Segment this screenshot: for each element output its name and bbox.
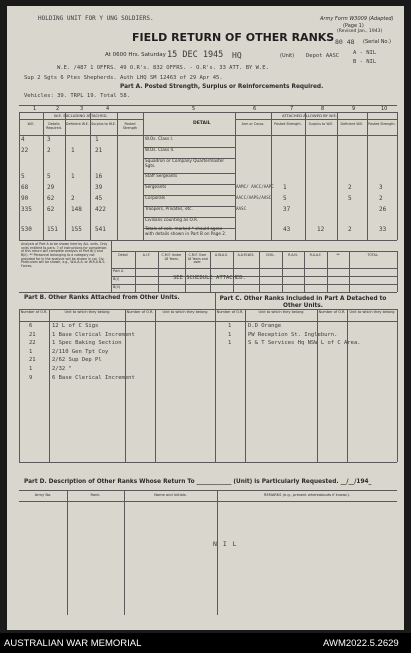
cell-c2: 5 bbox=[47, 173, 51, 180]
part-bc-rule bbox=[215, 309, 216, 462]
row-detail: Sergeants bbox=[145, 184, 167, 189]
cell-we: 530 bbox=[21, 226, 32, 233]
column-number: 8 bbox=[321, 106, 325, 112]
cell-c4: 45 bbox=[95, 195, 103, 202]
cell-c2: 62 bbox=[47, 206, 55, 213]
cell-we: 22 bbox=[21, 147, 29, 154]
analysis-rule bbox=[111, 276, 397, 277]
return-time: At 0600 Hrs. Saturday bbox=[105, 52, 166, 58]
part-b-count: 21 bbox=[29, 331, 36, 338]
we-line: W.E. /487 1 OFFRS. 49 O.R's. 832 OFFRS. - O.R's. 33 ATT. BY W.E. bbox=[57, 65, 269, 71]
cell-c4: 541 bbox=[95, 226, 106, 233]
part-bc-rule bbox=[317, 309, 318, 462]
see-schedule-stamp: SEE SCHEDULE ATTACHED. bbox=[173, 275, 246, 281]
part-c-header: Number of O.R. bbox=[318, 310, 346, 314]
cell-c4: 21 bbox=[95, 147, 103, 154]
cell-c2: 29 bbox=[47, 184, 55, 191]
analysis-rule bbox=[111, 251, 397, 252]
cell-c4: 16 bbox=[95, 173, 103, 180]
part-c-header: Unit to which they belong bbox=[349, 310, 395, 314]
footer-bar bbox=[0, 633, 411, 653]
analysis-header: R.A.N. bbox=[288, 253, 298, 257]
cell-arm: AASC bbox=[236, 206, 247, 211]
part-bc-rule bbox=[49, 309, 50, 462]
left-subheader: Deficient W.E. bbox=[66, 122, 89, 126]
column-number: 9 bbox=[352, 106, 356, 112]
cell-c10: 33 bbox=[379, 226, 387, 233]
part-c-unit: D.D Orange bbox=[248, 323, 282, 329]
analysis-header: C.M.F. Over 18 Years and over. bbox=[187, 253, 208, 265]
vehicles-line: Vehicles: 39. TRPL 19. Total 58. bbox=[24, 93, 130, 99]
part-d-header: REMARKS (e.g., present whereabouts if known). bbox=[263, 493, 351, 497]
group-attached-allowed: ATTACHED ALLOWED BY W.E. bbox=[282, 113, 338, 118]
right-subheader: Arm or Corps. bbox=[241, 122, 265, 126]
cell-we: 335 bbox=[21, 206, 32, 213]
part-b-unit: 12 L of C Sigs bbox=[52, 323, 99, 329]
analysis-header: CIVIL. bbox=[265, 253, 276, 257]
unit-heading: HOLDING UNIT FOR Y UNG SOLDIERS. bbox=[38, 15, 154, 22]
cell-c10: 3 bbox=[379, 184, 383, 191]
column-rule bbox=[90, 112, 91, 240]
serial-number: 80 48 bbox=[335, 38, 355, 46]
part-b-header: Unit to which they belong bbox=[162, 310, 208, 314]
column-rule bbox=[271, 112, 272, 240]
part-b-count: 22 bbox=[29, 340, 36, 347]
right-subheader: Surplus to W.E. bbox=[308, 122, 334, 126]
left-subheader: Details Required. bbox=[46, 122, 62, 130]
cell-c2: 151 bbox=[47, 226, 58, 233]
part-bc-rule bbox=[19, 309, 20, 462]
column-rule bbox=[117, 112, 118, 240]
left-subheader: Surplus to W.E. bbox=[91, 122, 116, 126]
serial-label: (Serial No.) bbox=[363, 39, 391, 45]
row-detail: W.Os. Class II. bbox=[145, 147, 175, 152]
row-detail: Totals of cols. marked * should agree with details shown in Part B on Page 2. bbox=[145, 226, 227, 236]
column-number: 6 bbox=[253, 106, 257, 112]
column-number: 3 bbox=[80, 106, 84, 112]
cell-we: 90 bbox=[21, 195, 29, 202]
row-detail: Civilians counting as O.R. bbox=[145, 217, 199, 222]
hq-stamp: HQ bbox=[232, 51, 242, 60]
analysis-notes: Analysis of Part A to be shown here by ALL units. Only units entitled to para. 7 of instructions for completion of this return will complete analysis of Part B(i) and B(ii). ** Personnel belonging to a category not provided for in the analysis will be shown in col. Civ. Particulars will be shown, e.g., W.A.A.A. or W.R.A.N.S. Forces. bbox=[21, 242, 108, 269]
part-b-count: 1 bbox=[29, 366, 33, 372]
analysis-header: TOTAL. bbox=[367, 253, 379, 257]
unit-label: (Unit) bbox=[280, 53, 295, 59]
cell-c9: 5 bbox=[348, 195, 352, 202]
part-d-header: Army No. bbox=[34, 493, 52, 497]
row-detail: Staff Sergeants bbox=[145, 173, 178, 178]
part-d-header: Name and Initials. bbox=[154, 493, 187, 497]
cell-c7: 43 bbox=[283, 226, 291, 233]
part-c-count: 1 bbox=[228, 340, 232, 347]
part-a-title: Part A. Posted Strength, Surplus or Reinforcements Required. bbox=[120, 84, 324, 90]
part-bc-rule bbox=[245, 309, 246, 462]
cell-c9: 2 bbox=[348, 184, 352, 191]
cell-c7: 5 bbox=[283, 195, 287, 202]
right-subheader: Posted Strength. bbox=[274, 122, 302, 126]
part-bc-rule bbox=[347, 309, 348, 462]
cell-c4: 39 bbox=[95, 184, 103, 191]
analysis-header: Detail bbox=[118, 253, 128, 257]
part-d-nil: N I L bbox=[213, 540, 238, 548]
footer-credit: AUSTRALIAN WAR MEMORIAL bbox=[4, 638, 142, 649]
army-form-label: Army Form W3009 (Adapted) bbox=[320, 16, 394, 22]
column-rule bbox=[235, 112, 236, 240]
analysis-header: ** bbox=[336, 253, 340, 257]
column-number: 4 bbox=[106, 106, 110, 112]
cell-c7: 37 bbox=[283, 206, 291, 213]
part-b-header: Number of O.R. bbox=[20, 310, 48, 314]
cell-c10: 26 bbox=[379, 206, 387, 213]
group-excluding-attached: W.E. EXCLUDING ATTACHED. bbox=[54, 113, 108, 118]
part-b-unit: 6 Base Clerical Increment bbox=[52, 374, 135, 381]
column-number: 5 bbox=[192, 106, 196, 112]
row-detail: Squadron or Company Quartermaster Sgts. bbox=[145, 158, 225, 168]
part-b-count: 21 bbox=[29, 357, 36, 364]
left-subheader: Posted Strength bbox=[122, 122, 138, 130]
part-c-count: 1 bbox=[228, 323, 232, 329]
cell-c2: 2 bbox=[47, 147, 51, 154]
form-sheet bbox=[7, 6, 404, 630]
cell-we: 5 bbox=[21, 173, 25, 180]
analysis-row-label: B(ii) bbox=[113, 285, 121, 289]
part-b-title: Part B. Other Ranks Attached from Other Units. bbox=[24, 295, 180, 301]
column-number: 7 bbox=[290, 106, 294, 112]
part-b-count: 9 bbox=[29, 374, 33, 381]
authority-line: Sup 2 Sgts 6 Ptes Shepherds. Auth LHQ SM 12463 of 29 Apr 45. bbox=[24, 75, 223, 81]
cell-c2: 62 bbox=[47, 195, 55, 202]
part-c-count: 1 bbox=[228, 331, 232, 338]
cell-arm: AACC/AAPS/AASC bbox=[236, 195, 272, 200]
page-number: (Page 1) bbox=[343, 23, 364, 29]
part-c-unit: S & T Services Hq NSW L of C Area. bbox=[248, 340, 361, 347]
analysis-header: A.I.F. bbox=[142, 253, 151, 257]
revised-date: (Revised Jan., 1943) bbox=[337, 29, 383, 34]
part-b-unit: 2/32 " bbox=[52, 366, 72, 372]
column-number: 2 bbox=[56, 106, 60, 112]
analysis-row-label: B(i) bbox=[113, 277, 120, 281]
part-b-unit: 1 Base Clerical Increment bbox=[52, 331, 135, 338]
column-rule bbox=[367, 112, 368, 240]
column-rule bbox=[65, 112, 66, 240]
part-c-header: Number of O.R. bbox=[216, 310, 244, 314]
part-bc-rule bbox=[155, 309, 156, 462]
footer-accession: AWM2022.5.2629 bbox=[323, 638, 399, 649]
cell-c8: 12 bbox=[317, 226, 325, 233]
part-b-count: 6 bbox=[29, 323, 33, 329]
column-number: 1 bbox=[33, 106, 37, 112]
analysis-rule bbox=[397, 251, 398, 292]
part-bc-rule bbox=[397, 309, 398, 462]
cell-c4: 422 bbox=[95, 206, 106, 213]
column-rule bbox=[19, 112, 20, 240]
part-b-unit: 2/62 Sup Dep Pl bbox=[52, 357, 102, 364]
cell-we: 4 bbox=[21, 136, 25, 143]
analysis-rule bbox=[111, 284, 397, 285]
cell-c3: 2 bbox=[71, 195, 75, 202]
cell-we: 68 bbox=[21, 184, 29, 191]
cell-c7: 1 bbox=[283, 184, 287, 191]
part-c-title: Part C. Other Ranks Included in Part A Detached to Other Units. bbox=[219, 296, 387, 309]
analysis-header: C.M.F. Under 18 Years. bbox=[161, 253, 182, 261]
row-detail: W.Os. Class I. bbox=[145, 136, 174, 141]
return-date: 15 DEC 1945 bbox=[167, 50, 224, 60]
column-rule bbox=[43, 112, 44, 240]
right-subheader: Posted Strength. bbox=[368, 122, 396, 126]
cell-c2: 3 bbox=[47, 136, 51, 143]
cell-arm: AAMC/ AACC/AAPC bbox=[236, 184, 274, 189]
b-nil: B - NIL bbox=[353, 59, 377, 65]
column-rule bbox=[337, 112, 338, 240]
part-d-header: Rank. bbox=[90, 493, 101, 497]
left-subheader: W.E. bbox=[27, 122, 35, 126]
detail-header: DETAIL bbox=[193, 121, 211, 126]
column-number: 10 bbox=[381, 106, 388, 112]
cell-c9: 2 bbox=[348, 226, 352, 233]
part-c-unit: PW Reception St. Ingleburn. bbox=[248, 331, 338, 338]
cell-c3: 148 bbox=[71, 206, 82, 213]
part-c-header: Unit to which they belong bbox=[258, 310, 304, 314]
cell-c4: 1 bbox=[95, 136, 99, 143]
analysis-rule bbox=[111, 268, 397, 269]
column-rule bbox=[305, 112, 306, 240]
part-b-header: Number of O.R. bbox=[126, 310, 154, 314]
part-b-count: 1 bbox=[29, 348, 33, 355]
cell-c3: 155 bbox=[71, 226, 82, 233]
a-nil: A - NIL bbox=[353, 50, 377, 56]
part-b-header: Unit to which they belong bbox=[64, 310, 110, 314]
cell-c3: 1 bbox=[71, 173, 75, 180]
analysis-header: A.W.A.S. bbox=[214, 253, 229, 257]
part-b-unit: 2/110 Gen Tpt Coy bbox=[52, 348, 109, 355]
analysis-row-label: Part A bbox=[113, 269, 124, 273]
column-rule bbox=[397, 112, 398, 240]
part-b-unit: 1 Spec Baking Section bbox=[52, 340, 122, 347]
cell-c10: 2 bbox=[379, 195, 383, 202]
part-d-title: Part D. Description of Other Ranks Whose Return To ____________ (Unit) is Particularly Requested. __/__/194_ bbox=[24, 479, 372, 485]
right-subheader: Deficient W.E. bbox=[340, 122, 364, 126]
analysis-header: R.A.A.F. bbox=[309, 253, 322, 257]
form-title: FIELD RETURN OF OTHER RANKS bbox=[132, 31, 335, 44]
analysis-header: A.A.M.W.S. bbox=[237, 253, 255, 257]
row-detail: Troopers, Privates, etc. bbox=[145, 206, 193, 211]
depot-name: Depot AASC bbox=[306, 53, 340, 59]
cell-c3: 1 bbox=[71, 147, 75, 154]
part-bc-rule bbox=[125, 309, 126, 462]
column-rule bbox=[143, 112, 144, 240]
row-detail: Corporals bbox=[145, 195, 166, 200]
